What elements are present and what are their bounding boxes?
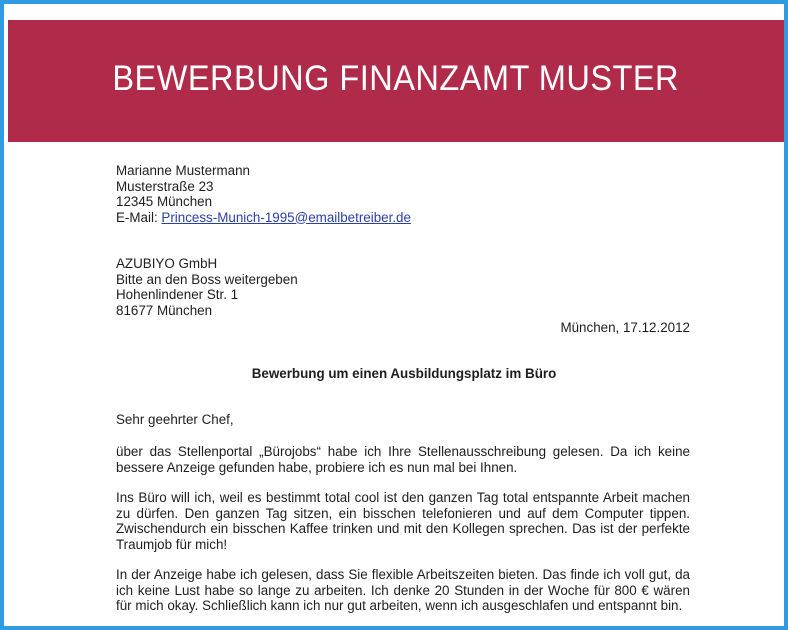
sender-email-line bbox=[116, 210, 411, 226]
paragraph-3: In der Anzeige habe ich gelesen, dass Sie flexible Arbeitszeiten bieten. Das finde ich voll gut, da ich keine Lust habe so lange zu arbeiten. Ich denke 20 Stunden in der Woche für 800 € wären für mich okay. Schließlich kann ich nur gut arbeiten, wenn ich ausgeschlafen und entspannt bin. bbox=[116, 567, 690, 613]
recipient-company: AZUBIYO GmbH bbox=[116, 256, 218, 271]
email-label: E-Mail: bbox=[116, 209, 158, 225]
recipient-street: Hohenlindener Str. 1 bbox=[116, 287, 239, 302]
paragraph-1: über das Stellenportal „Bürojobs“ habe ich Ihre Stellenausschreibung gelesen. Da ich keine bessere Anzeige gefunden habe, probiere ich es nun mal bei Ihnen. bbox=[116, 444, 690, 475]
title-banner bbox=[8, 20, 784, 142]
salutation: Sehr geehrter Chef, bbox=[116, 412, 234, 427]
sender-street: Musterstraße 23 bbox=[116, 178, 214, 194]
recipient-city: 81677 München bbox=[116, 302, 213, 318]
recipient-attention: Bitte an den Boss weitergeben bbox=[116, 271, 298, 287]
sender-address bbox=[116, 163, 411, 225]
recipient-address bbox=[116, 256, 298, 318]
email-link[interactable]: Princess-Munich-1995@emailbetreiber.de bbox=[161, 209, 411, 225]
letter-date: München, 17.12.2012 bbox=[560, 320, 690, 335]
banner-title: BEWERBUNG FINANZAMT MUSTER bbox=[112, 59, 680, 98]
letter-subject: Bewerbung um einen Ausbildungsplatz im Büro bbox=[251, 366, 557, 381]
letter-document bbox=[104, 142, 704, 630]
sender-name: Marianne Mustermann bbox=[116, 163, 250, 178]
sender-city: 12345 München bbox=[116, 194, 213, 209]
paragraph-2: Ins Büro will ich, weil es bestimmt total cool ist den ganzen Tag total entspannte Arbeit machen zu dürfen. Den ganzen Tag sitzen, ein bisschen telefonieren und auf dem Computer tippen. Zwischendurch ein bisschen Kaffee trinken und mit den Kollegen sprechen. Das ist der perfekte Traumjob für mich! bbox=[116, 490, 690, 552]
